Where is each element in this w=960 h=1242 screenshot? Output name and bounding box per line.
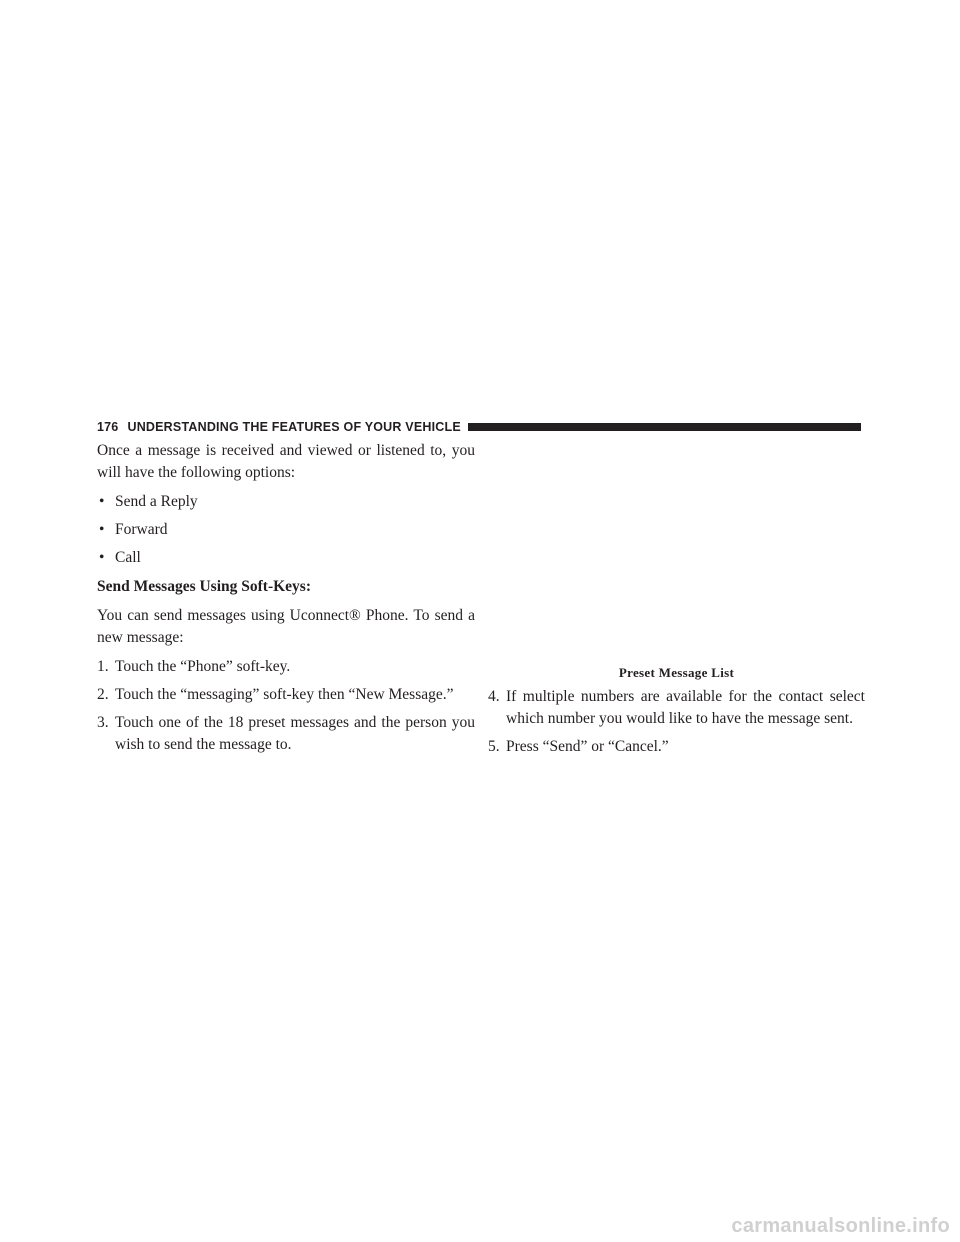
right-column <box>488 686 865 758</box>
bullet-icon: • <box>99 493 105 510</box>
intro-paragraph: Once a message is received and viewed or listened to, you will have the following options: <box>97 442 475 481</box>
step-number: 3. <box>97 714 109 731</box>
step-text: Press “Send” or “Cancel.” <box>506 738 669 755</box>
step-number: 5. <box>488 738 500 755</box>
running-title: UNDERSTANDING THE FEATURES OF YOUR VEHICLE <box>127 420 461 434</box>
step-number: 4. <box>488 688 500 705</box>
step-text: Touch the “Phone” soft-key. <box>115 658 291 675</box>
figure-caption: Preset Message List <box>618 665 735 680</box>
step-4 <box>488 686 865 730</box>
step-3 <box>97 712 475 756</box>
step-number: 1. <box>97 658 109 675</box>
left-column <box>97 440 475 756</box>
section-intro: You can send messages using Uconnect® Phone. To send a new message: <box>97 607 475 646</box>
option-label: Forward <box>115 521 168 538</box>
option-send-reply <box>97 491 475 513</box>
section-heading: Send Messages Using Soft-Keys: <box>97 578 311 595</box>
page-header <box>97 419 861 435</box>
step-1 <box>97 656 475 678</box>
step-5 <box>488 736 865 758</box>
option-forward <box>97 519 475 541</box>
watermark: carmanualsonline.info <box>731 1215 950 1237</box>
option-call <box>97 547 475 569</box>
step-number: 2. <box>97 686 109 703</box>
step-2 <box>97 684 475 706</box>
step-text: Touch the “messaging” soft-key then “New Message.” <box>115 686 454 703</box>
header-rule <box>468 423 861 431</box>
option-label: Call <box>115 549 141 566</box>
page-number: 176 <box>97 420 119 434</box>
bullet-icon: • <box>99 549 105 566</box>
option-label: Send a Reply <box>115 493 198 510</box>
bullet-icon: • <box>99 521 105 538</box>
figure-placeholder <box>488 444 865 662</box>
step-text: If multiple numbers are available for the contact select which number you would like to have the message sent. <box>506 688 865 727</box>
step-text: Touch one of the 18 preset messages and the person you wish to send the message to. <box>115 714 475 753</box>
